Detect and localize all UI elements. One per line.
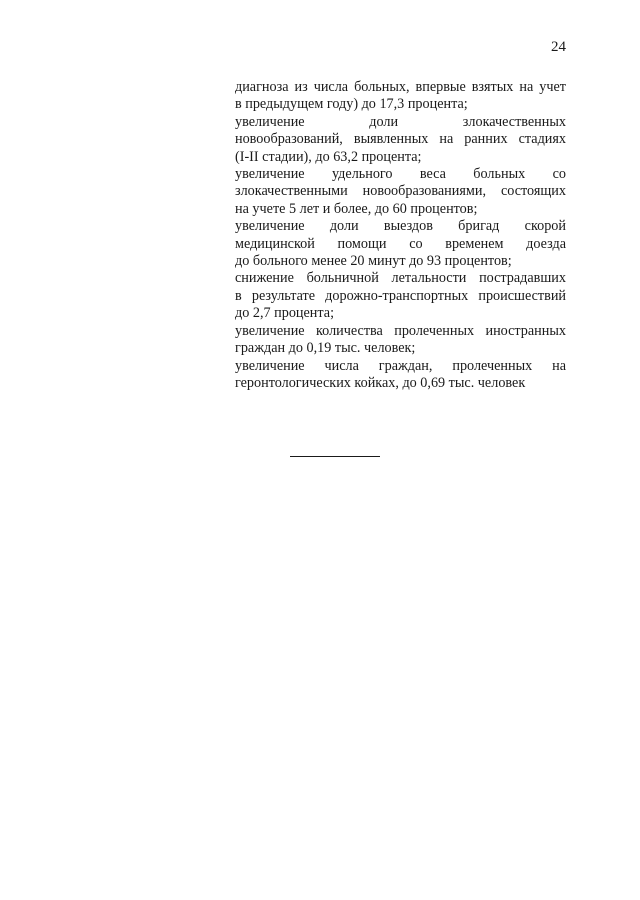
text-line: в предыдущем году) до 17,3 процента; (235, 96, 468, 113)
text-line: в результате дорожно-транспортных происшествий (235, 287, 566, 304)
page-number: 24 (551, 39, 566, 55)
text-line: увеличение количества пролеченных иностранных (235, 322, 566, 339)
text-line: снижение больничной летальности пострадавших (235, 270, 566, 287)
text-line: до 2,7 процента; (235, 305, 335, 322)
text-line: (I-II стадии), до 63,2 процента; (235, 148, 422, 165)
text-line: граждан до 0,19 тыс. человек; (235, 340, 416, 357)
text-line: геронтологических койках, до 0,69 тыс. человек (235, 374, 526, 391)
text-line: увеличение числа граждан, пролеченных на (235, 357, 566, 374)
text-line: диагноза из числа больных, впервые взятых на учет (235, 79, 566, 95)
text-line: увеличение доли злокачественных (235, 113, 566, 130)
text-line: до больного менее 20 минут до 93 процентов; (235, 253, 512, 270)
text-line: новообразований, выявленных на ранних стадиях (235, 131, 566, 148)
end-separator-line (290, 456, 380, 457)
text-line: увеличение удельного веса больных со (235, 166, 566, 183)
text-line: на учете 5 лет и более, до 60 процентов; (235, 200, 478, 217)
text-line: злокачественными новообразованиями, состоящих (235, 183, 566, 200)
text-line: медицинской помощи со временем доезда (235, 235, 566, 252)
document-body (235, 79, 566, 392)
text-line: увеличение доли выездов бригад скорой (235, 218, 566, 235)
